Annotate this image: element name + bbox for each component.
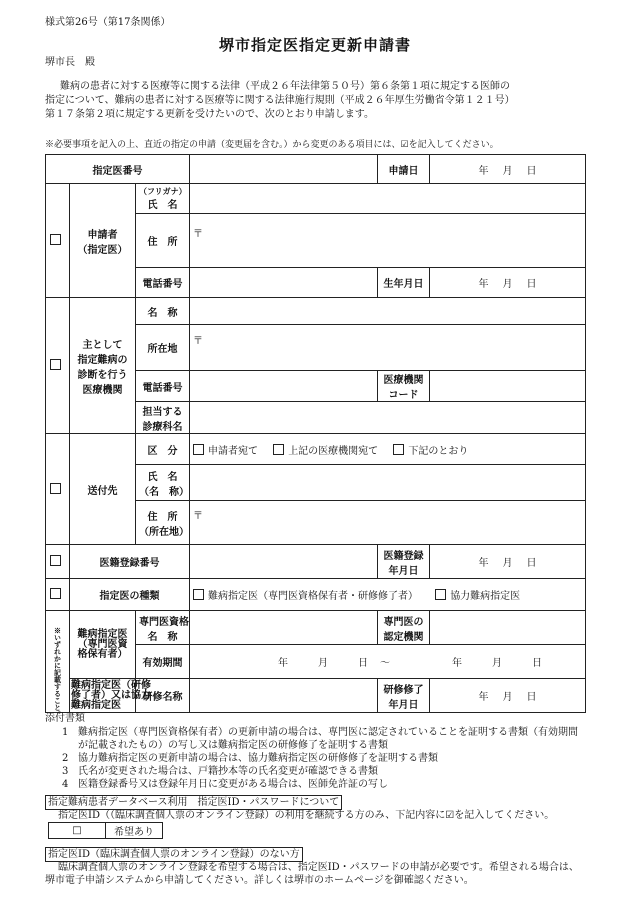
attachment-3-no: 3	[62, 766, 69, 777]
database-option-label: 希望あり	[106, 823, 163, 839]
specialist-label: 難病指定医 （専門医資 格保有者）	[70, 611, 136, 679]
send-option-below[interactable]: 下記のとおり	[393, 446, 468, 457]
institution-phone-field[interactable]	[190, 371, 378, 402]
either-vertical-note: ※いずれかに記載すること。	[46, 611, 70, 713]
training-name-field[interactable]	[190, 679, 378, 713]
training-date-field[interactable]: 年 月 日	[430, 679, 586, 713]
addressee: 堺市長 殿	[45, 57, 95, 68]
training-label: 難病指定医（研修 修了者）又は協力 難病指定医	[71, 679, 151, 711]
applicant-address-field[interactable]: 〒	[190, 214, 586, 268]
send-to-label: 送付先	[70, 434, 136, 545]
institution-code-field[interactable]	[430, 371, 586, 402]
application-form-table	[45, 154, 586, 718]
type-checkbox[interactable]	[46, 579, 70, 611]
applicant-name-label: （フリガナ） 氏 名	[136, 184, 190, 214]
intro-line-1: 難病の患者に対する医療等に関する法律（平成２６年法律第５０号）第６条第１項に規定する医師の	[60, 81, 510, 92]
institution-name-label: 名 称	[136, 298, 190, 325]
attachment-1-no: 1	[62, 727, 69, 738]
send-to-checkbox[interactable]	[46, 434, 70, 545]
application-date-label: 申請日	[378, 155, 430, 184]
birthdate-label: 生年月日	[378, 268, 430, 298]
applicant-phone-field[interactable]	[190, 268, 378, 298]
applicant-phone-label: 電話番号	[136, 268, 190, 298]
send-address-label: 住 所 （所在地）	[136, 501, 190, 545]
send-option-applicant[interactable]: 申請者宛て	[193, 446, 258, 457]
training-date-label: 研修修了 年月日	[378, 679, 430, 713]
institution-location-label: 所在地	[136, 325, 190, 371]
institution-label: 主として 指定難病の 診断を行う 医療機関	[70, 298, 136, 434]
institution-location-field[interactable]: 〒	[190, 325, 586, 371]
database-heading: 指定難病患者データベース利用 指定医ID・パスワードについて	[45, 795, 342, 810]
attachment-3-line-1: 氏名が変更された場合は、戸籍抄本等の氏名変更が確認できる書類	[78, 766, 378, 777]
registry-checkbox[interactable]	[46, 545, 70, 579]
form-number: 様式第26号（第17条関係）	[45, 17, 171, 28]
applicant-checkbox[interactable]	[46, 184, 70, 298]
institution-name-field[interactable]	[190, 298, 586, 325]
instruction-note: ※必要事項を記入の上、直近の指定の申請（変更届を含む。）から変更のある項目には、☑を記入してください。	[45, 140, 499, 150]
database-option-checkbox[interactable]: □	[49, 823, 106, 839]
send-address-field[interactable]: 〒	[190, 501, 586, 545]
applicant-name-field[interactable]	[190, 184, 586, 214]
no-id-heading: 指定医ID（臨床調査個人票のオンライン登録）のない方	[45, 847, 303, 862]
registry-number-label: 医籍登録番号	[70, 545, 190, 579]
doctor-number-label: 指定医番号	[46, 155, 190, 184]
intro-line-3: 第１７条第２項に規定する更新を受けたいので、次のとおり申請します。	[45, 109, 374, 120]
institution-checkbox[interactable]	[46, 298, 70, 434]
send-category-label: 区 分	[136, 434, 190, 465]
attachment-1-line-2: が記載されたもの）の写し又は難病指定医の研修修了を証明する書類	[78, 740, 388, 751]
database-option-table	[48, 822, 163, 839]
department-label: 担当する 診療科名	[136, 402, 190, 434]
page-title: 堺市指定医指定更新申請書	[218, 36, 411, 54]
type-option-cooperating[interactable]: 協力難病指定医	[435, 591, 520, 602]
specialist-certification-field[interactable]	[190, 611, 378, 645]
send-option-institution[interactable]: 上記の医療機関宛て	[273, 446, 378, 457]
applicant-label: 申請者 （指定医）	[70, 184, 136, 298]
attachment-2-no: 2	[62, 753, 69, 764]
no-id-line-2: 堺市電子申請システムから申請してください。詳しくは堺市のホームページを御確認ください。	[45, 875, 474, 886]
institution-code-label: 医療機関 コード	[378, 371, 430, 402]
doctor-type-label: 指定医の種類	[70, 579, 190, 611]
attachment-1-line-1: 難病指定医（専門医資格保有者）の更新申請の場合は、専門医に認定されていることを証明する書類（有効期間	[78, 727, 578, 738]
specialist-organization-field[interactable]	[430, 611, 586, 645]
send-name-field[interactable]	[190, 465, 586, 501]
training-name-label: 研修名称	[136, 679, 190, 713]
validity-field[interactable]: 年 月 日 ～ 年 月 日	[190, 645, 586, 679]
no-id-line-1: 臨床調査個人票のオンライン登録を希望する場合は、指定医ID・パスワードの申請が必要です。希望される場合は、	[58, 862, 579, 873]
institution-phone-label: 電話番号	[136, 371, 190, 402]
database-instruction: 指定医ID（（臨床調査個人票のオンライン登録）の利用を継続する方のみ、下記内容に☑を記入してください。	[58, 810, 555, 821]
registry-date-field[interactable]: 年 月 日	[430, 545, 586, 579]
registry-date-label: 医籍登録 年月日	[378, 545, 430, 579]
registry-number-field[interactable]	[190, 545, 378, 579]
attachments-title: 添付書類	[45, 713, 85, 724]
attachment-4-line-1: 医籍登録番号又は登録年月日に変更がある場合は、医師免許証の写し	[78, 779, 388, 790]
specialist-certification-label: 専門医資格 名 称	[136, 611, 190, 645]
specialist-organization-label: 専門医の 認定機関	[378, 611, 430, 645]
birthdate-field[interactable]: 年 月 日	[430, 268, 586, 298]
doctor-type-options	[190, 579, 586, 611]
send-options	[190, 434, 586, 465]
type-option-designated[interactable]: 難病指定医（専門医資格保有者・研修修了者）	[193, 591, 418, 602]
intro-line-2: 指定について、難病の患者に対する医療等に関する法律施行規則（平成２６年厚生労働省令第１２１号）	[45, 95, 515, 106]
attachment-4-no: 4	[62, 779, 69, 790]
department-field[interactable]	[190, 402, 586, 434]
doctor-number-field[interactable]	[190, 155, 378, 184]
validity-label: 有効期間	[136, 645, 190, 679]
send-name-label: 氏 名 （名 称）	[136, 465, 190, 501]
applicant-address-label: 住 所	[136, 214, 190, 268]
application-date-field[interactable]: 年 月 日	[430, 155, 586, 184]
attachment-2-line-1: 協力難病指定医の更新申請の場合は、協力難病指定医の研修修了を証明する書類	[78, 753, 438, 764]
